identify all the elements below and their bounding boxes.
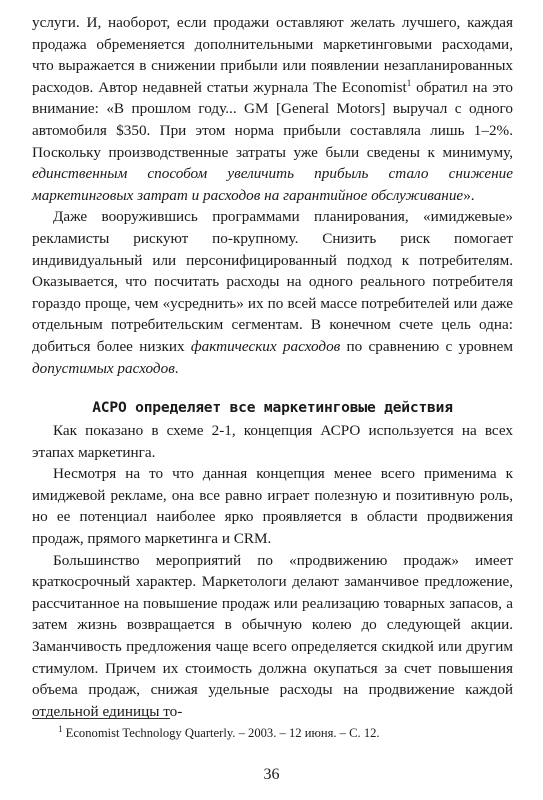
text-run: . — [174, 359, 179, 377]
italic-text: фактических расходов — [190, 337, 341, 355]
text-run: услуги. И, наоборот, если продажи оставляют желать лучшего, каждая продажа обременяется дополнительными маркетинговыми расходами, что выражается в снижении прибыли или появлении незапланированных расходов. Автор недавней статьи журнала The Economist — [32, 14, 513, 96]
paragraph — [32, 550, 513, 723]
text-run: ». — [463, 186, 475, 204]
footnote-mark: 1 — [58, 723, 63, 734]
paragraph — [32, 206, 513, 379]
body-text-bottom — [32, 420, 513, 722]
paragraph — [32, 463, 513, 549]
footnote — [58, 725, 513, 741]
page-number: 36 — [263, 766, 280, 783]
section-heading: АСРО определяет все маркетинговые действия — [92, 399, 453, 416]
text-run: Даже вооружившись программами планирования, «имиджевые» рекламисты рискуют по-крупному. Снизить риск помогает индивидуальный или персонифицированный подход к потребителям. Оказывается, что посчитать расходы на одного реального потребителя гораздо проще, чем «усреднить» их по всей массе потребителей или даже отдельным потребительским сегментам. В конечном счете цель одна: добиться более низких — [32, 208, 513, 355]
text-run: Как показано в схеме 2-1, концепция АСРО используется на всех этапах маркетинга. — [32, 422, 513, 461]
paragraph — [32, 12, 513, 206]
paragraph — [32, 420, 513, 463]
footnote-divider — [32, 718, 170, 719]
text-run: обратил на это внимание: «В прошлом году... GM [General Motors] выручал с одного автомобиля $350. При этом норма прибыли составляла лишь 1–2%. Поскольку производственные затраты уже были сведены к минимуму, — [32, 78, 513, 161]
body-text-top — [32, 12, 513, 379]
footnote-text: Economist Technology Quarterly. – 2003. – 12 июня. – С. 12. — [62, 726, 380, 740]
footnote-reference: 1 — [406, 77, 412, 88]
italic-text: допустимых расходов — [32, 359, 175, 377]
text-run: Несмотря на то что данная концепция менее всего применима к имиджевой рекламе, она все равно играет полезную и позитивную роль, но ее потенциал наиболее ярко проявляется в области продвижения продаж, прямого маркетинга и CRM. — [32, 465, 513, 547]
italic-text: единственным способом увеличить прибыль стало снижение маркетинговых затрат и расходов на гарантийное обслуживание — [32, 165, 513, 204]
text-run: Большинство мероприятий по «продвижению продаж» имеет краткосрочный характер. Маркетологи делают заманчивое предложение, рассчитанное на повышение продаж или реализацию товарных запасов, а затем жизнь возвращается в обычную колею до следующей акции. Заманчивость предложения чаще всего определяется скидкой или другим стимулом. Причем их стоимость должна окупаться за счет повышения объема продаж, снижая удельные расходы на продвижение каждой отдельной единицы то- — [32, 551, 513, 720]
text-run: по сравнению с уровнем — [340, 337, 513, 355]
